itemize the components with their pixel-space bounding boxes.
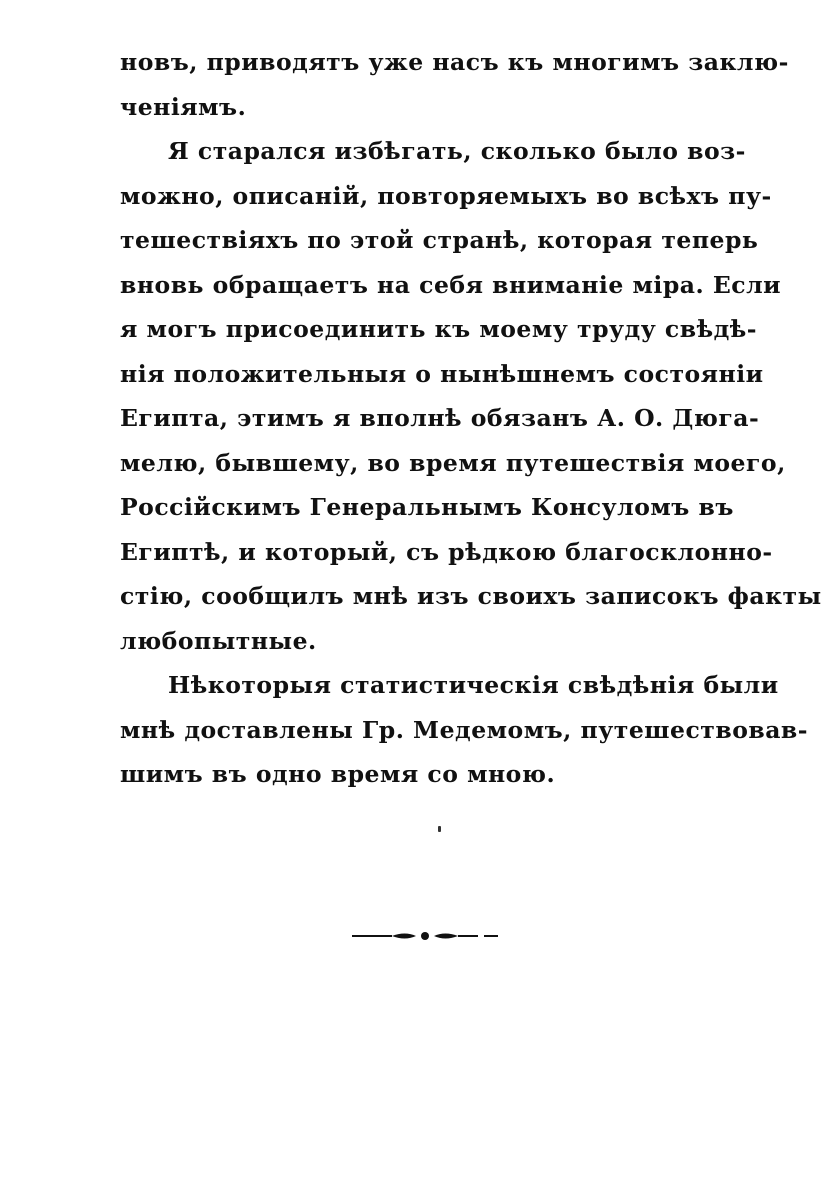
body-text [120,40,822,797]
text-line: нія положительныя о нынѣшнемъ состояніи [120,359,764,388]
ornament-divider [350,928,500,944]
text-line: мелю, бывшему, во время путешествія моего, [120,448,786,477]
text-line: ченіямъ. [120,92,247,121]
paragraph-first-line: Я старался избѣгать, сколько было воз- [168,137,746,165]
ink-speck [438,826,441,832]
text-line: Египтѣ, и который, съ рѣдкою благосклонно- [120,537,773,566]
text-line: Египта, этимъ я вполнѣ обязанъ А. О. Дюга- [120,404,760,432]
text-line: любопытные. [120,626,317,655]
paragraph-first-line: Нѣкоторыя статистическія свѣдѣнія были [168,671,779,699]
text-line: мнѣ доставлены Гр. Медемомъ, путешествовав- [120,715,809,744]
text-line: стію, сообщилъ мнѣ изъ своихъ записокъ факты [120,582,822,610]
text-line: вновь обращаетъ на себя вниманіе міра. Если [120,270,782,299]
text-line: тешествіяхъ по этой странѣ, которая теперь [120,226,759,254]
text-line: шимъ въ одно время со мною. [120,760,556,788]
text-line: можно, описаній, повторяемыхъ во всѣхъ пу- [120,181,772,210]
text-line: новъ, приводятъ уже насъ къ многимъ заклю- [120,48,789,76]
text-line: Россійскимъ Генеральнымъ Консуломъ въ [120,493,734,521]
text-line: я могъ присоединить къ моему труду свѣдѣ- [120,315,758,343]
